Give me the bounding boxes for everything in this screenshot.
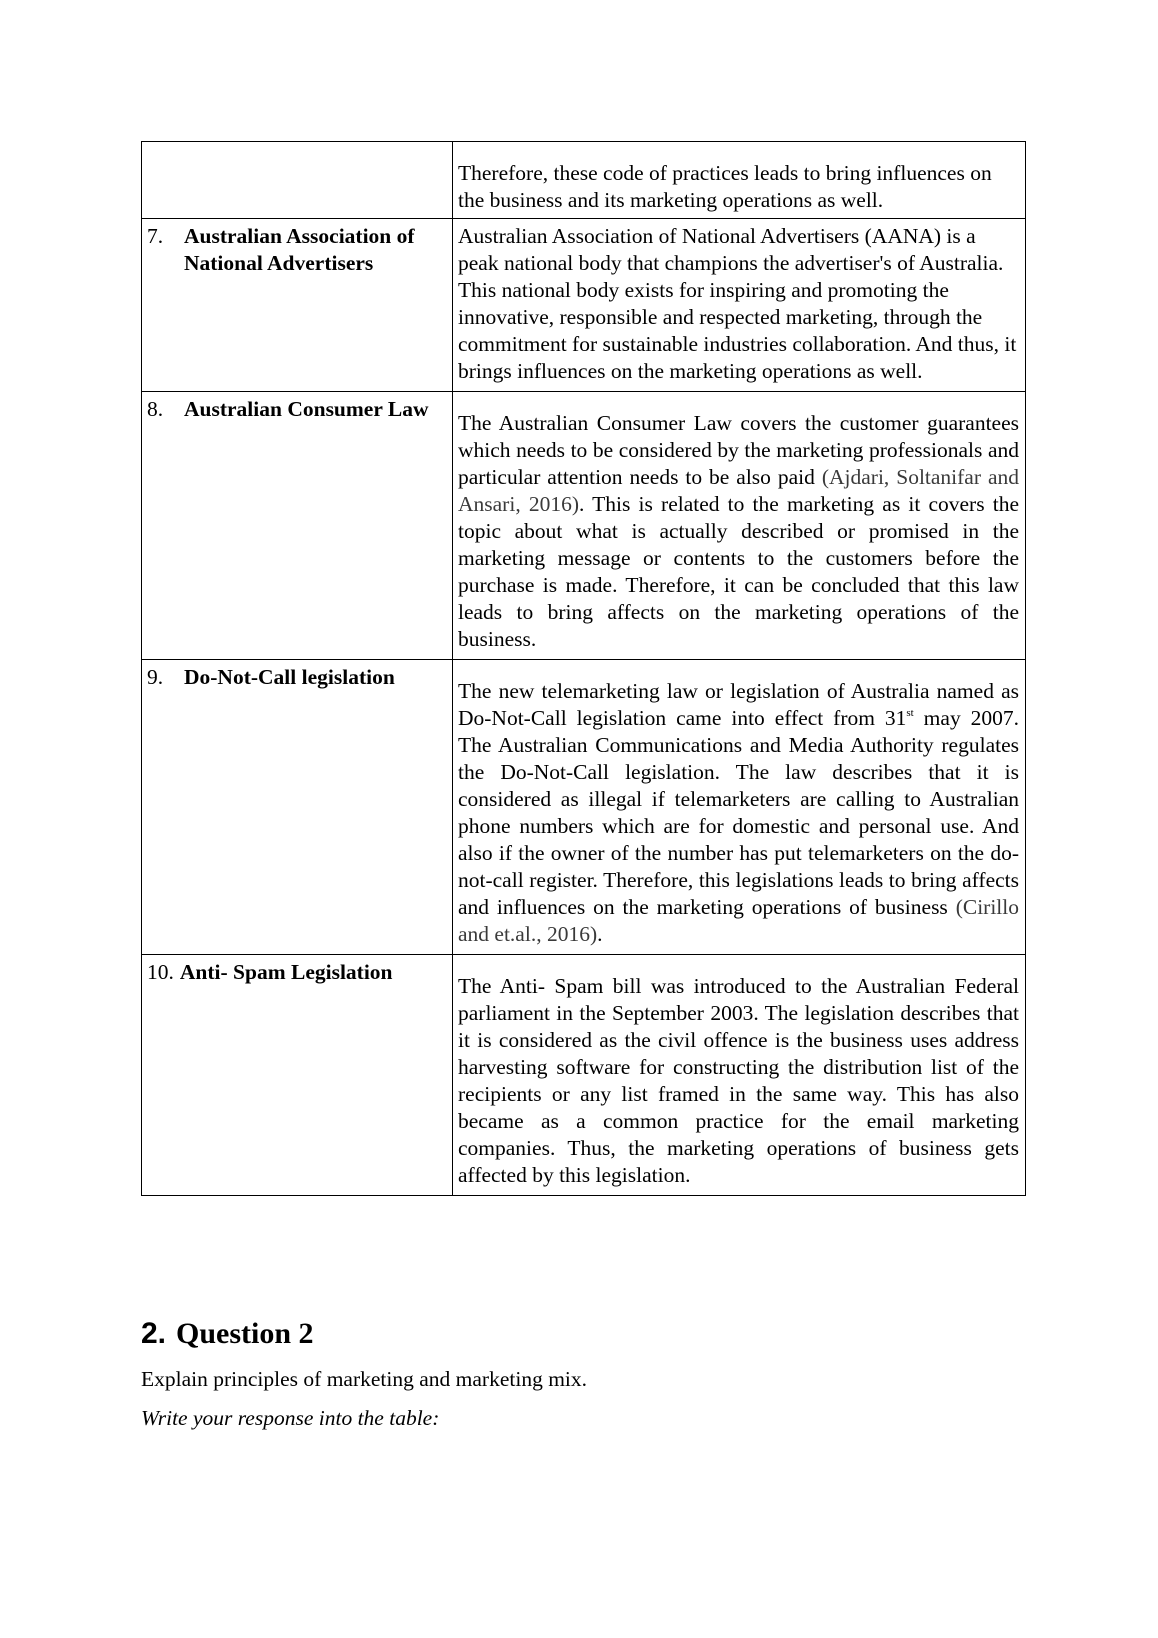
legislation-table: [141, 141, 1026, 1196]
row-term: Australian Consumer Law: [184, 397, 429, 421]
question-instruction: Write your response into the table:: [141, 1406, 440, 1430]
row-label-cell: [142, 955, 453, 1196]
row-term: Anti- Spam Legislation: [179, 960, 393, 984]
row-content-text: The Australian Consumer Law covers the customer guarantees which needs to be considered by the marketing professionals and particular attention needs to be also paid: [458, 411, 1019, 489]
citation: (Cirillo and et.al., 2016): [458, 895, 1019, 946]
row-label-cell: [142, 219, 453, 392]
row-number: 9.: [147, 665, 164, 689]
row-content-cell: [453, 142, 1026, 219]
question-heading: [141, 1316, 314, 1352]
row-content-text: .: [597, 922, 603, 946]
table-row: [142, 142, 1026, 219]
row-term: Do-Not-Call legislation: [184, 665, 395, 689]
question-number: 2.: [141, 1317, 167, 1350]
table-row: [142, 219, 1026, 392]
row-label-cell: [142, 660, 453, 955]
row-content-text: Therefore, these code of practices leads to bring influences on the business and its marketing operations as well.: [458, 161, 992, 212]
row-number: 7.: [147, 224, 164, 248]
row-content-text: Australian Association of National Advertisers (AANA) is a peak national body that champions the advertiser's of Australia. This national body exists for inspiring and promoting the innovative, responsible and respected marketing, through the commitment for sustainable industries collaboration. And thus, it brings influences on the marketing operations as well.: [458, 224, 1017, 383]
row-content-text: The Anti- Spam bill was introduced to the Australian Federal parliament in the September 2003. The legislation describes that it is considered as the civil offence is the business uses address harvesting software for constructing the distribution list of the recipients or any list framed in the same way. This has also became as a common practice for the email marketing companies. Thus, the marketing operations of business gets affected by this legislation.: [458, 974, 1019, 1187]
row-content-text: may 2007. The Australian Communications and Media Authority regulates the Do-Not-Call legislation. The law describes that it is considered as illegal if telemarketers are calling to Australian phone numbers which are for domestic and personal use. And also if the owner of the number has put telemarketers on the do-not-call register. Therefore, this legislations leads to bring affects and influences on the marketing operations of business: [458, 706, 1019, 919]
row-content-cell: [453, 955, 1026, 1196]
row-label-cell: [142, 392, 453, 660]
row-content-text: The new telemarketing law or legislation of Australia named as Do-Not-Call legislation came into effect from 31: [458, 679, 1019, 730]
row-content-cell: [453, 219, 1026, 392]
row-label-cell: [142, 142, 453, 219]
row-term: Australian Association of National Advertisers: [184, 224, 415, 275]
row-content-text: . This is related to the marketing as it covers the topic about what is actually described or promised in the marketing message or contents to the customers before the purchase is made. Therefore, it can be concluded that this law leads to bring affects on the marketing operations of the business.: [458, 492, 1019, 651]
table-row: [142, 955, 1026, 1196]
question-title: Question 2: [176, 1317, 314, 1350]
question-text: Explain principles of marketing and marketing mix.: [141, 1367, 588, 1391]
table-row: [142, 660, 1026, 955]
table-row: [142, 392, 1026, 660]
row-number: 8.: [147, 397, 164, 421]
row-number: 10.: [147, 960, 174, 984]
superscript-ordinal: st: [906, 707, 914, 719]
row-content-cell: [453, 660, 1026, 955]
citation: (Ajdari, Soltanifar and Ansari, 2016): [458, 465, 1019, 516]
row-content-cell: [453, 392, 1026, 660]
